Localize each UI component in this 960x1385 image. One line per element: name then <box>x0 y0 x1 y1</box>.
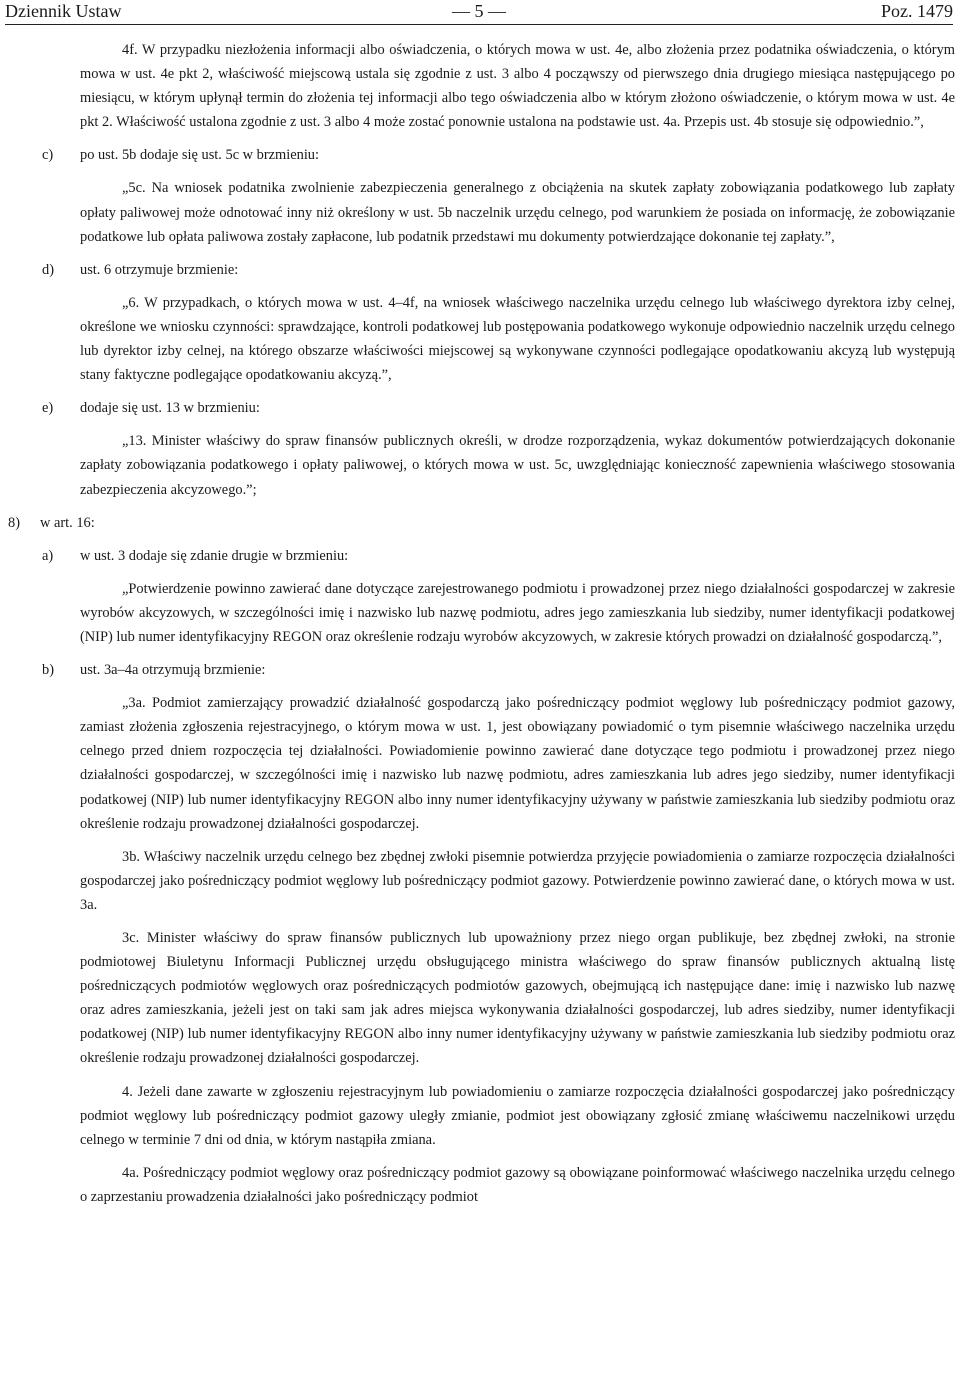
list-item-c <box>0 143 955 167</box>
list-text-e: dodaje się ust. 13 w brzmieniu: <box>80 400 260 417</box>
paragraph-4: 4. Jeżeli dane zawarte w zgłoszeniu rejestracyjnym lub powiadomieniu o zamiarze rozpoczęcia działalności gospodarczej jako pośredniczący podmiot węglowy lub pośredniczący podmiot gazowy uległy zmianie, podmiot jest obowiązany zgłosić zmianę właściwemu naczelnikowi urzędu celnego w terminie 7 dni od dnia, w którym nastąpiła zmiana. <box>80 1083 955 1148</box>
list-label-e: e) <box>42 400 54 417</box>
list-text-a: w ust. 3 dodaje się zdanie drugie w brzmieniu: <box>80 547 349 564</box>
list-label-c: c) <box>42 147 54 164</box>
list-text-d: ust. 6 otrzymuje brzmienie: <box>80 261 239 278</box>
page-header <box>5 0 953 25</box>
paragraph-3b: 3b. Właściwy naczelnik urzędu celnego bez zbędnej zwłoki pisemnie potwierdza przyjęcie powiadomienia o zamiarze rozpoczęcia działalności gospodarczej jako pośredniczący podmiot węglowy lub pośredniczący podmiot gazowy. Potwierdzenie powinno zawierać dane, o których mowa w ust. 3a. <box>80 848 955 913</box>
position-number: Poz. 1479 <box>881 1 953 21</box>
paragraph-3a: „3a. Podmiot zamierzający prowadzić działalność gospodarczą jako pośredniczący podmiot węglowy lub pośredniczący podmiot gazowy, zamiast złożenia zgłoszenia rejestracyjnego, o którym mowa w ust. 1, jest obowiązany powiadomić o tym pisemnie właściwego naczelnika urzędu celnego przed dniem rozpoczęcia tej działalności. Powiadomienie powinno zawierać dane dotyczące tego podmiotu i prowadzonej przez niego działalności gospodarczej, w szczególności imię i nazwisko lub nazwę podmiotu, adres zamieszkania lub adres jego siedziby, numer identyfikacji podatkowej (NIP) lub numer identyfikacyjny REGON albo inny numer identyfikacyjny używany w państwie zamieszkania lub siedziby podmiotu oraz określenie rodzaju prowadzonej działalności gospodarczej. <box>80 695 955 832</box>
list-text-8: w art. 16: <box>40 514 95 531</box>
paragraph-13: „13. Minister właściwy do spraw finansów publicznych określi, w drodze rozporządzenia, wykaz dokumentów potwierdzających dokonanie zapłaty zobowiązania podatkowego i opłaty paliwowej, o których mowa w ust. 5c, uwzględniając konieczność zapewnienia właściwego stosowania zabezpieczenia akcyzowego.”; <box>80 433 955 498</box>
page-number: — 5 — <box>452 1 506 21</box>
paragraph-6: „6. W przypadkach, o których mowa w ust. 4–4f, na wniosek właściwego naczelnika urzędu celnego lub właściwego dyrektora izby celnej, określone we wniosku czynności: sprawdzające, kontroli podatkowej lub postępowania podatkowego wykonuje odpowiednio naczelnik urzędu celnego lub dyrektor izby celnej, na którego obszarze właściwości miejscowej są wykonywane czynności podlegające opodatkowaniu akcyzą lub występują stany faktyczne podlegające opodatkowaniu akcyzą.”, <box>80 294 955 384</box>
list-label-d: d) <box>42 261 54 278</box>
list-item-8 <box>0 511 955 535</box>
paragraph-confirmation: „Potwierdzenie powinno zawierać dane dotyczące zarejestrowanego podmiotu i prowadzonej przez niego działalności gospodarczej w zakresie wyrobów akcyzowych, w szczególności imię i nazwisko lub nazwę podmiotu, adres jego zamieszkania lub siedziby, numer identyfikacji podatkowej (NIP) lub numer identyfikacyjny REGON oraz określenie rodzaju wyrobów akcyzowych, w zakresie których prowadzi on działalność gospodarczą.”, <box>80 580 955 645</box>
paragraph-4a: 4a. Pośredniczący podmiot węglowy oraz pośredniczący podmiot gazowy są obowiązane poinformować właściwego naczelnika urzędu celnego o zaprzestaniu prowadzenia działalności jako pośredniczący podmiot <box>80 1164 955 1205</box>
list-item-a <box>0 544 955 568</box>
list-label-8: 8) <box>8 514 20 531</box>
list-item-e <box>0 396 955 420</box>
paragraph-3c: 3c. Minister właściwy do spraw finansów publicznych lub upoważniony przez niego organ publikuje, bez zbędnej zwłoki, na stronie podmiotowej Biuletynu Informacji Publicznej urzędu obsługującego ministra właściwego do spraw finansów publicznych aktualną listę pośredniczących podmiotów węglowych oraz pośredniczących podmiotów gazowych, obejmującą ich następujące dane: imię i nazwisko lub nazwę oraz adres zamieszkania, jeżeli jest on taki sam jak adres miejsca wykonywania działalności gospodarczej, lub adres siedziby, numer identyfikacji podatkowej (NIP) lub numer identyfikacyjny REGON albo inny numer identyfikacyjny używany w państwie zamieszkania lub siedziby podmiotu oraz określenie rodzaju prowadzonej działalności gospodarczej. <box>80 930 955 1067</box>
paragraph-5c: „5c. Na wniosek podatnika zwolnienie zabezpieczenia generalnego z obciążenia na skutek zapłaty zobowiązania podatkowego lub zapłaty opłaty paliwowej może odnotować inny niż określony w ust. 5b naczelnik urzędu celnego, pod warunkiem że posiada on informację, że zobowiązanie podatkowe lub opłata paliwowa zostały zapłacone, lub podatnik przedstawi mu dokumenty potwierdzające dokonanie tej zapłaty.”, <box>80 180 955 245</box>
list-item-d <box>0 258 955 282</box>
paragraph-4f: 4f. W przypadku niezłożenia informacji albo oświadczenia, o których mowa w ust. 4e, albo złożenia przez podatnika oświadczenia, o którym mowa w ust. 4e pkt 2, właściwość miejscową ustala się zgodnie z ust. 3 albo 4 począwszy od pierwszego dnia drugiego miesiąca następującego po miesiącu, w którym upłynął termin do złożenia tej informacji albo tego oświadczenia albo w którym złożono oświadczenie, o którym mowa w ust. 4e pkt 2. Właściwość ustalona zgodnie z ust. 3 albo 4 może zostać ponownie ustalona na podstawie ust. 4a. Przepis ust. 4b stosuje się odpowiednio.”, <box>80 42 955 131</box>
list-label-a: a) <box>42 547 54 564</box>
journal-title: Dziennik Ustaw <box>5 1 122 21</box>
document-body <box>0 38 955 1218</box>
list-text-c: po ust. 5b dodaje się ust. 5c w brzmieniu: <box>80 147 320 164</box>
list-label-b: b) <box>42 662 54 679</box>
list-item-b <box>0 658 955 682</box>
list-text-b: ust. 3a–4a otrzymują brzmienie: <box>80 662 266 679</box>
